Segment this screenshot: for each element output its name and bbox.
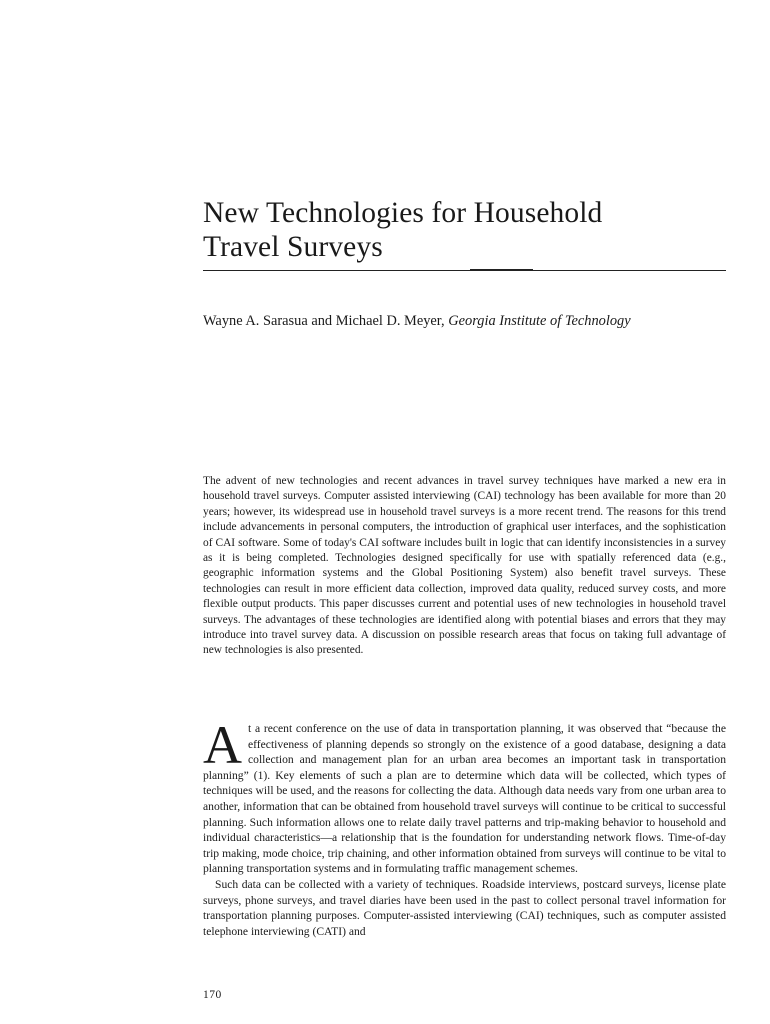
page-number: 170 bbox=[203, 989, 222, 1001]
author-line bbox=[203, 312, 733, 330]
authors: Wayne A. Sarasua and Michael D. Meyer, bbox=[203, 313, 449, 329]
title-rule-accent bbox=[470, 269, 533, 271]
drop-cap: A bbox=[203, 715, 242, 775]
title-line-2: Travel Surveys bbox=[203, 231, 383, 263]
title-line-1: New Technologies for Household bbox=[203, 197, 603, 229]
paragraph-1-text: t a recent conference on the use of data in transportation planning, it was observed that “because the effectiveness of planning depends so strongly on the existence of a good database, designing a data collection and management plan for an urban area becomes an important task in transportation planning” (1). Key elements of such a plan are to determine which data will be collected, which types of techniques will be used, and the reasons for collecting the data. Although data needs vary from one urban area to another, information that can be obtained from household travel surveys will continue to be critical to successful planning. Such information allows one to relate daily travel patterns and trip-making behavior to household and individual characteristics—a relationship that is the foundation for understanding network flows. Time-of-day trip making, mode choice, trip chaining, and other information obtained from surveys will continue to be vital to planning transportation systems and in formulating traffic management schemes. bbox=[203, 722, 726, 876]
body-text bbox=[203, 715, 726, 939]
abstract: The advent of new technologies and recent advances in travel survey techniques have marked a new era in household travel surveys. Computer assisted interviewing (CAI) technology has been available for more than 20 years; however, its widespread use in household travel surveys is a more recent trend. The reasons for this trend include advancements in personal computers, the introduction of graphical user interfaces, and the sophistication of CAI software. Some of today's CAI software includes built in logic that can identify inconsistencies in a survey as it is being completed. Technologies designed specifically for use with spatially referenced data (e.g., geographic information systems and the Global Positioning System) also benefit travel surveys. These technologies can result in more efficient data collection, improved data quality, reduced survey costs, and more flexible output products. This paper discusses current and potential uses of new technologies in household travel surveys. The advantages of these technologies are identified along with potential biases and errors that they may introduce into travel survey data. A discussion on possible research areas that focus on taking full advantage of new technologies is also presented. bbox=[203, 475, 726, 657]
paragraph-2: Such data can be collected with a variety of techniques. Roadside interviews, postcard surveys, license plate surveys, phone surveys, and travel diaries have been used in the past to collect personal travel information for transportation planning purposes. Computer-assisted interviewing (CAI) techniques, such as computer assisted telephone interviewing (CATI) and bbox=[203, 877, 726, 938]
paper-title bbox=[203, 196, 723, 264]
affiliation: Georgia Institute of Technology bbox=[448, 313, 631, 329]
title-rule bbox=[203, 270, 726, 271]
paragraph-1 bbox=[203, 715, 726, 877]
